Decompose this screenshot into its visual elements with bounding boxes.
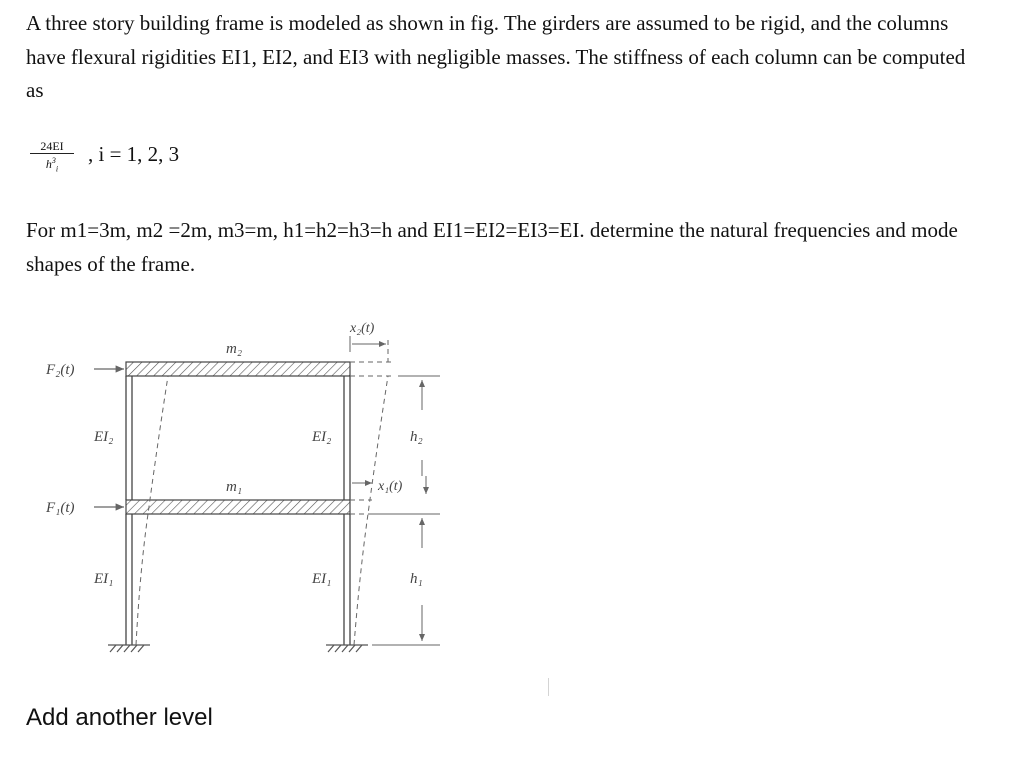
height-bottom-label: h₁ (410, 571, 423, 587)
middle-girder (126, 500, 350, 514)
col-lower-left-label: EI₁ (94, 571, 114, 587)
formula-numerator: 24EI (30, 140, 74, 154)
col-lower-right-label: EI₁ (312, 571, 332, 587)
stiffness-formula (30, 140, 330, 180)
frame-diagram (0, 300, 600, 690)
formula-denominator-sub: i (55, 164, 59, 174)
problem-given: For m1=3m, m2 =2m, m3=m, h1=h2=h3=h and EI1=EI2=EI3=EI. determine the natural frequencies and mode shapes of the frame. (26, 218, 958, 276)
height-top-label: h₂ (410, 429, 423, 445)
lower-right-column (344, 514, 350, 645)
mass-top-label: m₂ (226, 341, 243, 357)
formula-denominator (30, 154, 74, 176)
upper-right-column (344, 376, 350, 500)
stiffness-fraction (30, 140, 74, 176)
upper-left-column (126, 376, 132, 500)
disp-top-label: x₂(t) (350, 321, 375, 336)
top-girder (126, 362, 350, 376)
formula-denominator-base: h (45, 157, 52, 171)
disp-top-indicator (350, 336, 386, 352)
add-another-level-button[interactable]: Add another level (26, 704, 213, 731)
lower-left-column (126, 514, 132, 645)
force-bottom-label: F₁(t) (46, 500, 75, 516)
force-top-label: F₂(t) (46, 362, 75, 378)
height-dimension (372, 376, 440, 645)
deformed-shape (136, 340, 392, 645)
disp-bottom-label: x₁(t) (378, 479, 403, 494)
problem-intro: A three story building frame is modeled as shown in fig. The girders are assumed to be rigid, and the columns have flexural rigidities EI1, EI2, and EI3 with negligible masses. The stiffness of each column can be computed as (26, 11, 966, 102)
mass-bottom-label: m₁ (226, 479, 243, 495)
col-upper-right-label: EI₂ (312, 429, 332, 445)
right-ground-support (326, 645, 368, 652)
formula-denominator-sup: 3 (51, 156, 56, 165)
col-upper-left-label: EI₂ (94, 429, 114, 445)
frame-figure (0, 300, 600, 690)
text-cursor (548, 678, 549, 696)
formula-index-range: , i = 1, 2, 3 (88, 142, 180, 166)
left-ground-support (108, 645, 150, 652)
